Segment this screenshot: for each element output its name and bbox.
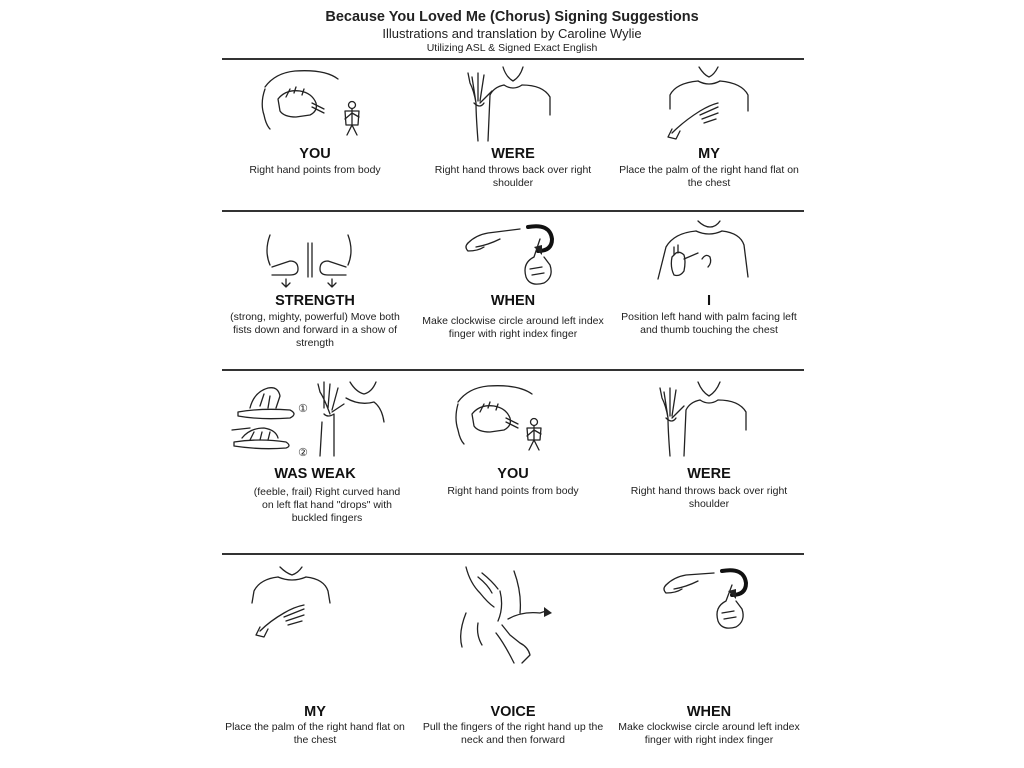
sign-description: Pull the fingers of the right hand up the neck and then forward bbox=[422, 721, 604, 746]
sign-cell-was-weak bbox=[220, 378, 410, 528]
sign-cell-my bbox=[220, 563, 410, 746]
step-marker: ② bbox=[298, 447, 308, 459]
document-title: Because You Loved Me (Chorus) Signing Suggestions bbox=[325, 9, 699, 25]
sign-word: STRENGTH bbox=[275, 293, 355, 309]
sign-cell-when bbox=[614, 563, 804, 746]
sign-cell-you bbox=[418, 378, 608, 528]
index-finger-circle-icon bbox=[418, 217, 608, 297]
hand-over-shoulder-icon bbox=[418, 63, 608, 143]
document-header bbox=[222, 8, 802, 55]
two-fists-icon bbox=[220, 217, 410, 297]
document-note: Utilizing ASL & Signed Exact English bbox=[426, 42, 598, 54]
sign-word: I bbox=[706, 293, 712, 309]
sign-description: Position left hand with palm facing left and thumb touching the chest bbox=[621, 311, 797, 336]
palm-on-chest-icon bbox=[220, 563, 410, 643]
sign-description: Place the palm of the right hand flat on the chest bbox=[225, 721, 405, 746]
sign-cell-when bbox=[418, 217, 608, 367]
sign-description: Right hand throws back over right shoulder bbox=[434, 164, 592, 189]
palm-on-chest-icon bbox=[614, 63, 804, 143]
sign-description: Right hand throws back over right shoulder bbox=[630, 485, 788, 510]
sign-description: (feeble, frail) Right curved hand on left flat hand "drops" with buckled fingers bbox=[253, 486, 401, 524]
divider-line bbox=[222, 58, 804, 60]
pointing-hand-icon bbox=[220, 63, 410, 143]
sign-cell-were bbox=[418, 63, 608, 213]
sign-cell-i bbox=[614, 217, 804, 367]
sign-description: (strong, mighty, powerful) Move both fists down and forward in a show of strength bbox=[230, 311, 400, 349]
sign-word: WAS WEAK bbox=[274, 466, 356, 482]
sign-description: Make clockwise circle around left index finger with right index finger bbox=[422, 315, 604, 340]
hand-at-chest-icon bbox=[614, 217, 804, 297]
sign-description: Right hand points from body bbox=[249, 164, 381, 176]
sign-description: Right hand points from body bbox=[447, 485, 579, 497]
sign-word: WHEN bbox=[490, 293, 536, 309]
sign-cell-strength bbox=[220, 217, 410, 367]
sign-word: WERE bbox=[687, 466, 731, 482]
sign-cell-my bbox=[614, 63, 804, 213]
curved-hand-drop-icon bbox=[220, 378, 410, 458]
fingers-on-neck-icon bbox=[418, 563, 608, 673]
sign-word: VOICE bbox=[490, 704, 536, 720]
sign-word: MY bbox=[304, 704, 326, 720]
pointing-hand-icon bbox=[418, 378, 608, 458]
sign-cell-voice bbox=[418, 563, 608, 746]
divider-line bbox=[222, 369, 804, 371]
sign-description: Make clockwise circle around left index finger with right index finger bbox=[618, 721, 800, 746]
step-marker: ① bbox=[298, 403, 308, 415]
sign-word: MY bbox=[698, 146, 720, 162]
sign-description: Place the palm of the right hand flat on the chest bbox=[619, 164, 799, 189]
sign-word: YOU bbox=[299, 146, 331, 162]
sign-word: WERE bbox=[491, 146, 535, 162]
sign-word: YOU bbox=[497, 466, 529, 482]
sign-cell-you bbox=[220, 63, 410, 213]
sign-cell-were bbox=[614, 378, 804, 528]
index-finger-circle-icon bbox=[614, 563, 804, 643]
divider-line bbox=[222, 553, 804, 555]
document-subtitle: Illustrations and translation by Caroline Wylie bbox=[382, 26, 642, 41]
sign-word: WHEN bbox=[686, 704, 732, 720]
hand-over-shoulder-icon bbox=[614, 378, 804, 458]
